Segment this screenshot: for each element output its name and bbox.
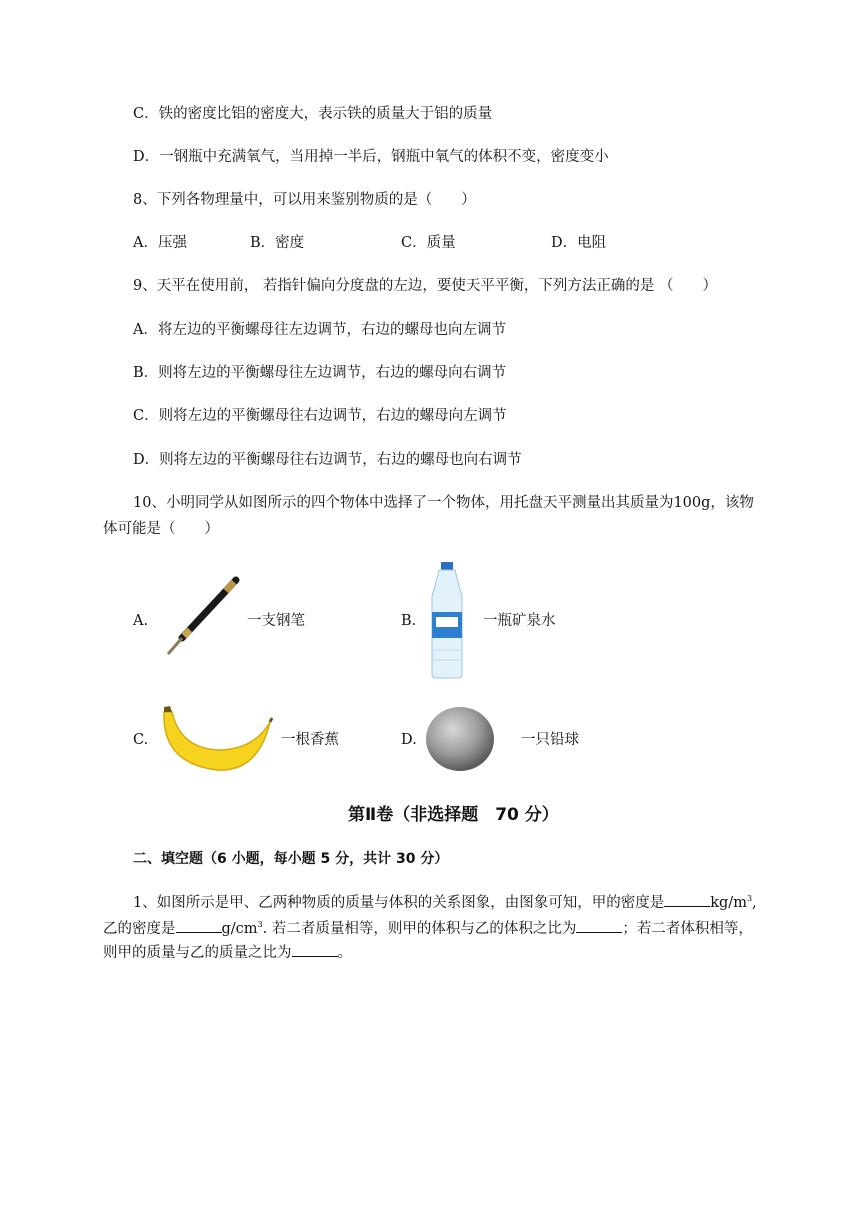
fountain-pen-image: [160, 574, 242, 660]
q10-option-d-letter: D.: [401, 732, 417, 748]
q8-option-d: D．电阻: [551, 235, 607, 251]
q10-option-d-text: 一只铅球: [521, 732, 579, 748]
part-two-title: 第Ⅱ卷（非选择题 70 分）: [348, 805, 559, 825]
q10-option-a-text: 一支钢笔: [247, 613, 305, 629]
q9-option-b: B．则将左边的平衡螺母往左边调节，右边的螺母向右调节: [133, 365, 507, 381]
q10-option-b-text: 一瓶矿泉水: [483, 613, 556, 629]
fill1-line3: [103, 942, 352, 963]
blank-4: [292, 942, 338, 957]
fill1-comma: ,: [752, 894, 757, 911]
q9-option-a: A．将左边的平衡螺母往左边调节，右边的螺母也向左调节: [133, 322, 506, 338]
blank-1: [664, 892, 710, 907]
q7-option-c: C．铁的密度比铝的密度大，表示铁的质量大于铝的质量: [133, 106, 493, 122]
water-bottle-image: [424, 560, 470, 680]
fill1-sup-1: 3: [746, 894, 753, 903]
fill1-line1: [133, 889, 757, 913]
q9-option-c: C．则将左边的平衡螺母往右边调节，右边的螺母向左调节: [133, 408, 507, 424]
q10-option-a-letter: A.: [133, 613, 149, 629]
lead-ball-image: [424, 706, 496, 772]
banana-image: [158, 704, 274, 776]
fill1-unit-2: g/cm: [221, 920, 258, 937]
q9-option-d: D．则将左边的平衡螺母往右边调节，右边的螺母也向右调节: [133, 452, 522, 468]
blank-3: [576, 918, 622, 933]
q8-option-c: C．质量: [401, 235, 456, 251]
q7-option-d: D．一钢瓶中充满氧气，当用掉一半后，钢瓶中氧气的体积不变，密度变小: [133, 149, 609, 165]
fill1-text-3: . 若二者质量相等，则甲的体积与乙的体积之比为: [262, 920, 577, 937]
fill1-line2: [103, 915, 753, 939]
q10-option-c-text: 一根香蕉: [281, 732, 339, 748]
fill1-text-1: 1、如图所示是甲、乙两种物质的质量与体积的关系图象，由图象可知，甲的密度是: [133, 894, 665, 911]
q8-option-b: B．密度: [250, 235, 305, 251]
q9-stem: 9、天平在使用前， 若指针偏向分度盘的左边，要使天平平衡，下列方法正确的是 （ ）: [133, 278, 717, 294]
fill1-text-2: 乙的密度是: [103, 920, 176, 937]
q10-stem-line2: 体可能是（ ）: [103, 521, 219, 537]
fill1-text-6: 。: [337, 945, 352, 961]
fill1-text-5: 则甲的质量与乙的质量之比为: [103, 945, 292, 961]
fill1-text-4: ；若二者体积相等，: [622, 920, 753, 937]
q10-option-c-letter: C.: [133, 732, 149, 748]
q10-stem-line1: 10、小明同学从如图所示的四个物体中选择了一个物体，用托盘天平测量出其质量为100g，该物: [133, 495, 754, 511]
q10-option-b-letter: B.: [401, 613, 417, 629]
section-title: 二、填空题（6 小题，每小题 5 分，共计 30 分）: [133, 851, 449, 867]
q8-stem: 8、下列各物理量中，可以用来鉴别物质的是（ ）: [133, 192, 476, 208]
q8-option-a: A．压强: [133, 235, 187, 251]
fill1-unit-1: kg/m: [710, 894, 747, 911]
fill1-sup-2: 3: [257, 920, 263, 929]
blank-2: [176, 918, 222, 933]
